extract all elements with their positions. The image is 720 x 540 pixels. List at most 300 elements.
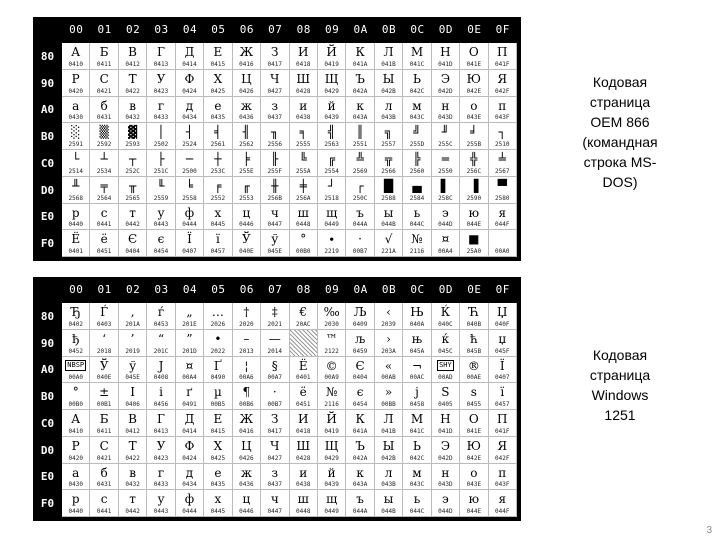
glyph: л xyxy=(384,98,393,113)
unicode-code: 0436 xyxy=(239,114,254,122)
unicode-code: 250C xyxy=(352,194,368,202)
code-cell xyxy=(489,204,517,231)
code-cell xyxy=(62,70,90,97)
glyph: Н xyxy=(440,412,451,426)
unicode-code: 258C xyxy=(438,194,453,202)
code-cell xyxy=(432,330,460,357)
unicode-code: 2561 xyxy=(210,141,226,148)
code-cell xyxy=(204,123,232,150)
code-cell xyxy=(318,383,346,410)
glyph: у xyxy=(157,492,165,507)
unicode-code: 0449 xyxy=(324,508,339,515)
glyph: А xyxy=(71,45,81,59)
row-header: D0 xyxy=(40,443,55,457)
code-cell xyxy=(176,177,204,204)
code-cell xyxy=(119,150,147,177)
column-header: 03 xyxy=(154,23,169,36)
glyph: Ю xyxy=(466,438,481,453)
code-cell xyxy=(147,70,175,97)
glyph: – xyxy=(243,331,250,346)
unicode-code: 2567 xyxy=(495,167,510,175)
code-cell xyxy=(204,43,232,70)
glyph: ╖ xyxy=(271,125,279,140)
code-cell xyxy=(489,330,517,357)
code-cell xyxy=(233,437,261,464)
glyph: « xyxy=(384,358,393,373)
code-cell xyxy=(346,410,374,437)
unicode-code: 255A xyxy=(295,167,311,175)
code-cell xyxy=(375,230,403,257)
caption-line: DOS) xyxy=(602,174,638,190)
unicode-code: 0401 xyxy=(68,248,83,255)
code-cell xyxy=(290,490,318,517)
unicode-code: 2588 xyxy=(381,194,396,202)
unicode-code: 042D xyxy=(438,454,453,462)
unicode-code: 255F xyxy=(267,167,282,175)
column-header: 08 xyxy=(296,23,311,36)
unicode-code: 251C xyxy=(153,167,169,175)
oem866-caption xyxy=(560,72,680,192)
code-cell xyxy=(90,150,118,177)
glyph: Э xyxy=(440,438,450,453)
row-header: B0 xyxy=(40,390,55,404)
unicode-code: 0447 xyxy=(267,221,282,229)
unicode-code: 00B6 xyxy=(239,401,254,408)
code-cell xyxy=(62,97,90,124)
glyph: │ xyxy=(157,125,165,140)
unicode-code: 2565 xyxy=(125,194,140,202)
code-cell xyxy=(233,330,261,357)
unicode-code: 0440 xyxy=(68,508,83,515)
column-header: 05 xyxy=(211,23,226,36)
unicode-code: 0430 xyxy=(68,114,83,122)
glyph: ы xyxy=(383,492,394,507)
code-cell xyxy=(460,303,488,330)
unicode-code: 045B xyxy=(466,347,482,355)
code-cell xyxy=(261,383,289,410)
code-cell xyxy=(375,150,403,177)
unicode-code: 2020 xyxy=(239,320,254,328)
glyph: Ъ xyxy=(355,71,365,86)
unicode-code: 00B1 xyxy=(96,401,112,408)
code-cell xyxy=(432,123,460,150)
unicode-code: 0401 xyxy=(295,374,311,382)
row-header: A0 xyxy=(40,363,55,377)
unicode-code: 0409 xyxy=(352,320,368,328)
code-cell xyxy=(233,97,261,124)
unicode-code: 2568 xyxy=(68,194,83,202)
code-cell xyxy=(204,464,232,491)
glyph: є xyxy=(157,232,165,247)
glyph: ╨ xyxy=(72,178,80,193)
code-cell xyxy=(147,177,175,204)
glyph: Б xyxy=(99,412,109,426)
unicode-code: 041A xyxy=(352,427,368,435)
unicode-code: 0491 xyxy=(182,401,197,408)
code-cell xyxy=(62,330,90,357)
glyph: ╢ xyxy=(242,125,250,140)
unicode-code: 2593 xyxy=(125,141,140,148)
code-cell xyxy=(119,410,147,437)
unicode-code: 042A xyxy=(352,87,368,95)
unicode-code: 044B xyxy=(381,508,396,515)
code-grid xyxy=(62,303,517,517)
glyph: ‘ xyxy=(102,331,107,346)
code-cell xyxy=(147,97,175,124)
code-cell xyxy=(489,357,517,384)
unicode-code: 0446 xyxy=(239,221,254,229)
code-cell xyxy=(176,43,204,70)
glyph: ¶ xyxy=(242,385,251,400)
row-header: F0 xyxy=(40,497,55,511)
unicode-code: 0407 xyxy=(495,374,510,382)
glyph: я xyxy=(498,205,507,220)
code-cell xyxy=(432,490,460,517)
unicode-code: 045E xyxy=(267,248,282,255)
glyph: Є xyxy=(355,358,365,373)
unicode-code: 0421 xyxy=(96,87,112,95)
code-cell xyxy=(233,303,261,330)
glyph: “ xyxy=(157,331,165,346)
code-cell xyxy=(318,204,346,231)
oem866-code-table xyxy=(33,17,521,261)
glyph: Н xyxy=(440,45,451,59)
code-cell xyxy=(318,490,346,517)
code-cell xyxy=(204,330,232,357)
glyph: е xyxy=(214,98,222,113)
code-cell xyxy=(403,230,431,257)
unicode-code: 252C xyxy=(125,167,140,175)
unicode-code: 2116 xyxy=(409,248,425,255)
unicode-code: 2564 xyxy=(96,194,112,202)
code-cell xyxy=(403,437,431,464)
unicode-code: 045A xyxy=(409,347,425,355)
glyph: ╪ xyxy=(299,178,307,193)
glyph: ” xyxy=(186,331,193,346)
column-header: 08 xyxy=(296,283,311,296)
unicode-code: 043D xyxy=(438,114,453,122)
code-cell xyxy=(204,490,232,517)
glyph: ч xyxy=(270,205,279,220)
code-cell xyxy=(346,230,374,257)
unicode-code: 00A7 xyxy=(267,374,282,382)
unicode-code: 0441 xyxy=(96,221,112,229)
glyph: NBSP xyxy=(67,360,85,369)
unicode-code: 256A xyxy=(295,194,311,202)
code-cell xyxy=(147,464,175,491)
glyph: о xyxy=(470,98,478,113)
glyph: В xyxy=(128,412,137,426)
code-cell xyxy=(204,204,232,231)
windows1251-code-table xyxy=(33,277,521,521)
code-cell xyxy=(90,303,118,330)
code-cell xyxy=(318,230,346,257)
glyph: ╝ xyxy=(413,125,421,140)
unicode-code: 0490 xyxy=(210,374,226,382)
code-cell xyxy=(290,204,318,231)
unicode-code: 00A9 xyxy=(324,374,339,382)
unicode-code: 2554 xyxy=(324,167,339,175)
glyph: ╟ xyxy=(271,152,279,166)
code-cell xyxy=(432,43,460,70)
glyph: ў xyxy=(129,358,137,373)
unicode-code: 2022 xyxy=(210,347,226,355)
column-header: 00 xyxy=(69,23,84,36)
glyph: љ xyxy=(355,331,366,346)
glyph: ± xyxy=(99,385,110,400)
code-cell xyxy=(318,97,346,124)
unicode-code: 2524 xyxy=(182,141,197,148)
unicode-code: 0454 xyxy=(153,248,169,255)
glyph: Д xyxy=(184,45,195,59)
code-cell xyxy=(375,410,403,437)
unicode-code: 0453 xyxy=(153,320,169,328)
unicode-code: 2013 xyxy=(239,347,254,355)
code-cell xyxy=(489,43,517,70)
code-cell xyxy=(403,303,431,330)
unicode-code: 043C xyxy=(409,114,425,122)
code-cell xyxy=(119,330,147,357)
glyph: Ж xyxy=(239,45,254,59)
unicode-code: 044E xyxy=(466,508,482,515)
code-cell xyxy=(176,330,204,357)
glyph: х xyxy=(214,492,222,507)
code-cell xyxy=(233,357,261,384)
code-cell xyxy=(460,464,488,491)
unicode-code: 0419 xyxy=(324,427,339,435)
glyph: Ђ xyxy=(70,305,81,319)
glyph: ё xyxy=(299,385,307,400)
unicode-code: 041D xyxy=(438,60,453,68)
glyph: Х xyxy=(213,71,223,86)
unicode-code: 255C xyxy=(438,141,453,148)
glyph: ▄ xyxy=(412,178,422,193)
code-cell xyxy=(147,150,175,177)
code-cell xyxy=(147,490,175,517)
glyph: ┼ xyxy=(214,152,222,166)
glyph: Й xyxy=(326,45,337,59)
glyph: ├ xyxy=(157,152,165,166)
unicode-code: 043C xyxy=(409,481,425,489)
glyph: щ xyxy=(326,492,338,507)
code-cell xyxy=(176,123,204,150)
unicode-code: 2552 xyxy=(210,194,226,202)
code-cell xyxy=(318,123,346,150)
row-header: 90 xyxy=(40,76,55,90)
code-cell xyxy=(176,490,204,517)
code-cell xyxy=(346,330,374,357)
unicode-code: 0407 xyxy=(182,248,197,255)
unicode-code: 00B0 xyxy=(68,401,83,408)
glyph: а xyxy=(72,465,80,480)
column-header: 04 xyxy=(182,23,198,36)
code-cell xyxy=(346,383,374,410)
unicode-code: 0421 xyxy=(96,454,112,462)
code-cell xyxy=(290,303,318,330)
glyph: Ч xyxy=(270,71,280,86)
code-cell xyxy=(261,43,289,70)
code-cell xyxy=(119,43,147,70)
unicode-code: 040E xyxy=(239,248,254,255)
code-cell xyxy=(403,357,431,384)
unicode-code: 040E xyxy=(96,374,112,382)
glyph: ё xyxy=(100,232,108,247)
unicode-code: 0435 xyxy=(210,481,226,489)
code-cell xyxy=(176,410,204,437)
code-cell xyxy=(460,123,488,150)
unicode-code: 2560 xyxy=(409,167,425,175)
unicode-code: 0448 xyxy=(295,508,311,515)
row-header: E0 xyxy=(40,470,55,484)
unicode-code: 0433 xyxy=(153,114,169,122)
glyph: є xyxy=(356,385,364,400)
code-cell xyxy=(432,177,460,204)
glyph: ∙ xyxy=(328,232,335,247)
glyph: № xyxy=(325,385,338,400)
code-cell xyxy=(147,383,175,410)
code-cell xyxy=(147,303,175,330)
unicode-code: 0459 xyxy=(352,347,368,355)
code-cell xyxy=(90,437,118,464)
code-cell xyxy=(290,437,318,464)
code-cell xyxy=(346,357,374,384)
unicode-code: 2563 xyxy=(324,141,339,148)
glyph: ‚ xyxy=(130,305,135,319)
glyph: Љ xyxy=(353,305,367,319)
unicode-code: 221A xyxy=(381,248,396,255)
glyph: ╩ xyxy=(356,152,364,166)
glyph: ў xyxy=(271,232,279,247)
code-cell xyxy=(90,410,118,437)
glyph: э xyxy=(442,492,449,507)
unicode-code: 0427 xyxy=(267,454,282,462)
code-cell xyxy=(290,410,318,437)
unicode-code: 2116 xyxy=(324,401,339,408)
glyph: О xyxy=(468,412,479,426)
column-header: 0B xyxy=(381,23,397,36)
row-header: E0 xyxy=(40,210,55,224)
unicode-code: 201E xyxy=(182,320,197,328)
unicode-code: 2592 xyxy=(96,141,112,148)
glyph: м xyxy=(412,465,422,480)
glyph: К xyxy=(355,412,365,426)
code-cell xyxy=(403,70,431,97)
unicode-code: 041D xyxy=(438,427,453,435)
glyph: Ѕ xyxy=(441,385,450,400)
glyph: Ц xyxy=(241,71,252,86)
unicode-code: 0434 xyxy=(182,481,197,489)
row-header: C0 xyxy=(40,416,55,430)
unicode-code: 00A0 xyxy=(495,248,510,255)
glyph: SHY xyxy=(439,360,452,369)
glyph: „ xyxy=(186,305,193,319)
code-cell xyxy=(233,464,261,491)
code-cell xyxy=(489,303,517,330)
glyph: ‹ xyxy=(386,305,391,319)
unicode-code: 2550 xyxy=(438,167,453,175)
unicode-code: 0457 xyxy=(495,401,510,408)
column-header: 06 xyxy=(239,283,254,296)
code-cell xyxy=(119,97,147,124)
glyph: п xyxy=(498,465,507,480)
column-header: 02 xyxy=(125,283,141,296)
glyph: џ xyxy=(498,331,507,346)
glyph: Џ xyxy=(497,305,508,319)
unicode-code: 0410 xyxy=(68,60,83,68)
column-header: 0A xyxy=(353,23,368,36)
unicode-code: 042C xyxy=(409,454,425,462)
code-cell xyxy=(204,303,232,330)
glyph: » xyxy=(384,385,393,400)
code-cell xyxy=(261,177,289,204)
glyph: У xyxy=(156,71,166,86)
glyph: ’ xyxy=(130,331,135,346)
unicode-code: 042D xyxy=(438,87,453,95)
glyph: ┌ xyxy=(356,178,364,193)
unicode-code: 2019 xyxy=(125,347,140,355)
code-cell xyxy=(403,330,431,357)
code-cell xyxy=(261,70,289,97)
code-cell xyxy=(290,330,318,357)
code-cell xyxy=(489,70,517,97)
glyph: с xyxy=(100,492,108,507)
code-grid xyxy=(62,43,517,257)
glyph: † xyxy=(243,305,250,319)
caption-line: (командная xyxy=(582,134,658,150)
glyph: ╬ xyxy=(470,152,478,166)
code-cell xyxy=(375,43,403,70)
glyph: ╔ xyxy=(328,152,336,166)
unicode-code: 00BB xyxy=(381,401,396,408)
row-header: B0 xyxy=(40,130,55,144)
code-cell xyxy=(204,177,232,204)
column-header: 0A xyxy=(353,283,368,296)
column-header: 0E xyxy=(467,283,482,296)
unicode-code: 0422 xyxy=(125,454,140,462)
glyph: к xyxy=(356,465,364,480)
glyph: ж xyxy=(240,98,252,113)
glyph: в xyxy=(129,98,136,113)
unicode-code: 043D xyxy=(438,481,453,489)
code-cell xyxy=(62,303,90,330)
glyph: ╫ xyxy=(271,178,279,193)
glyph: ђ xyxy=(71,331,80,346)
code-cell xyxy=(290,150,318,177)
unicode-code: 0428 xyxy=(295,87,311,95)
code-cell xyxy=(375,383,403,410)
unicode-code: 2030 xyxy=(324,320,339,328)
code-cell xyxy=(90,383,118,410)
code-cell xyxy=(119,123,147,150)
code-cell xyxy=(119,177,147,204)
code-cell xyxy=(489,383,517,410)
code-cell xyxy=(204,383,232,410)
glyph: К xyxy=(355,45,365,59)
glyph: ▌ xyxy=(440,178,451,193)
code-cell xyxy=(489,177,517,204)
unicode-code: 0456 xyxy=(153,401,169,408)
column-header: 02 xyxy=(125,23,141,36)
code-cell xyxy=(489,150,517,177)
unicode-code: 00AC xyxy=(409,374,425,382)
glyph: о xyxy=(470,465,478,480)
glyph: ч xyxy=(270,492,279,507)
unicode-code: 0443 xyxy=(153,508,169,515)
unicode-code: 0414 xyxy=(182,60,197,68)
code-cell xyxy=(90,70,118,97)
glyph: ‰ xyxy=(323,305,340,319)
code-cell xyxy=(204,150,232,177)
